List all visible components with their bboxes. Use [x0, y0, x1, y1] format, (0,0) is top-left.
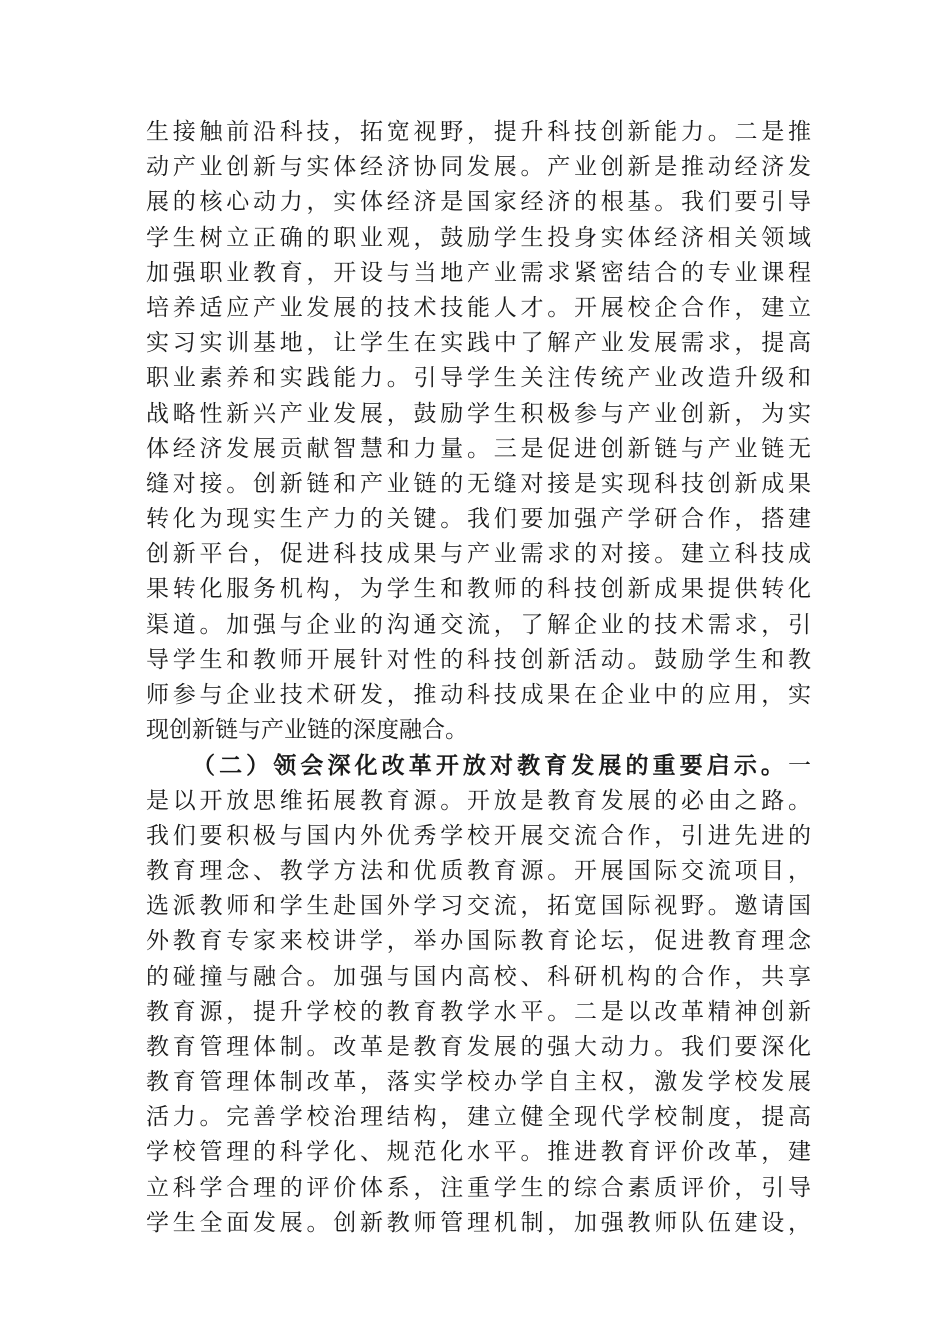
text-line: 导学生和教师开展针对性的科技创新活动。鼓励学生和教 [146, 646, 811, 673]
text-line: 战略性新兴产业发展，鼓励学生积极参与产业创新，为实 [146, 400, 811, 427]
text-line: 教育管理体制。改革是教育发展的强大动力。我们要深化 [146, 1033, 811, 1060]
section-heading: （二）领会深化改革开放对教育发展的重要启示。 [192, 752, 788, 780]
text-line: 加强职业教育，开设与当地产业需求紧密结合的专业课程 [146, 259, 811, 286]
text-line: 实习实训基地，让学生在实践中了解产业发展需求，提高 [146, 330, 811, 357]
text-line: 学校管理的科学化、规范化水平。推进教育评价改革，建 [146, 1139, 811, 1166]
text-line: 渠道。加强与企业的沟通交流，了解企业的技术需求，引 [146, 611, 811, 638]
text-line: 职业素养和实践能力。引导学生关注传统产业改造升级和 [146, 365, 811, 392]
text-line: 展的核心动力，实体经济是国家经济的根基。我们要引导 [146, 189, 811, 216]
text-line: 缝对接。创新链和产业链的无缝对接是实现科技创新成果 [146, 470, 811, 497]
text-line: 创新平台，促进科技成果与产业需求的对接。建立科技成 [146, 541, 811, 568]
text-line: 外教育专家来校讲学，举办国际教育论坛，促进教育理念 [146, 928, 811, 955]
text-line: 体经济发展贡献智慧和力量。三是促进创新链与产业链无 [146, 435, 811, 462]
text-line: 转化为现实生产力的关键。我们要加强产学研合作，搭建 [146, 506, 811, 533]
text-line: 选派教师和学生赴国外学习交流，拓宽国际视野。邀请国 [146, 893, 811, 920]
text-line: 我们要积极与国内外优秀学校开展交流合作，引进先进的 [146, 822, 811, 849]
text-line: 师参与企业技术研发，推动科技成果在企业中的应用，实 [146, 682, 811, 708]
text-line: 教育理念、教学方法和优质教育源。开展国际交流项目， [146, 857, 811, 884]
text-line: 教育源，提升学校的教育教学水平。二是以改革精神创新 [146, 998, 811, 1025]
text-line: 果转化服务机构，为学生和教师的科技创新成果提供转化 [146, 576, 811, 603]
text-line: 培养适应产业发展的技术技能人才。开展校企合作，建立 [146, 294, 811, 321]
text-line: 是以开放思维拓展教育源。开放是教育发展的必由之路。 [146, 787, 811, 814]
section-heading-line [146, 748, 811, 783]
text-line: 学生树立正确的职业观，鼓励学生投身实体经济相关领域 [146, 224, 811, 251]
text-line: 动产业创新与实体经济协同发展。产业创新是推动经济发 [146, 154, 811, 181]
text-line: 现创新链与产业链的深度融合。 [146, 717, 468, 744]
text-line: 学生全面发展。创新教师管理机制，加强教师队伍建设， [146, 1209, 811, 1236]
heading-continuation: 一 [788, 753, 811, 780]
text-line: 生接触前沿科技，拓宽视野，提升科技创新能力。二是推 [146, 119, 811, 145]
text-line: 活力。完善学校治理结构，建立健全现代学校制度，提高 [146, 1104, 811, 1131]
text-line: 教育管理体制改革，落实学校办学自主权，激发学校发展 [146, 1069, 811, 1096]
body-text [146, 115, 811, 1241]
text-line: 立科学合理的评价体系，注重学生的综合素质评价，引导 [146, 1174, 811, 1201]
text-line: 的碰撞与融合。加强与国内高校、科研机构的合作，共享 [146, 963, 811, 990]
